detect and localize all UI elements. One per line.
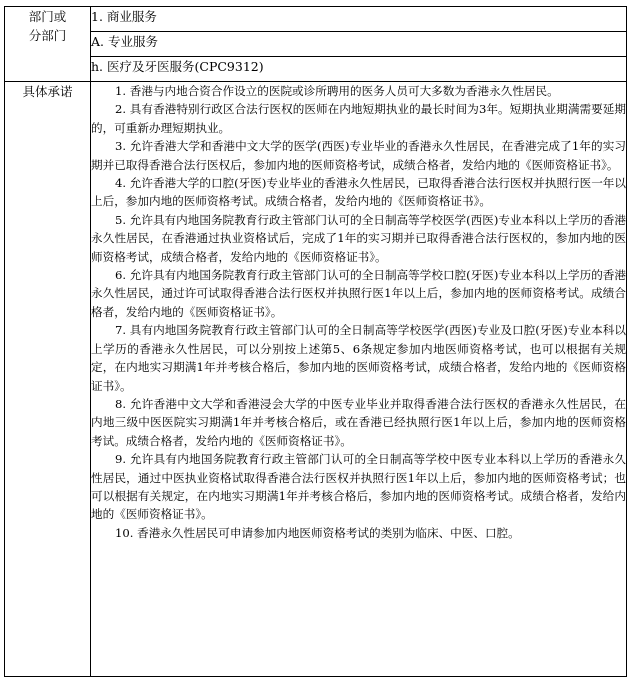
commitment-table: [4, 6, 627, 677]
sector-label-line1: 部门或: [28, 9, 67, 24]
commitment-item: 2. 具有香港特别行政区合法行医权的医师在内地短期执业的最长时间为3年。短期执业期满需要延期的，可重新办理短期执业。: [91, 102, 626, 135]
commitment-item: 8. 允许香港中文大学和香港浸会大学的中医专业毕业并取得香港合法行医权的香港永久性居民，在内地三级中医医院实习期满1年并考核合格后，或在香港已经执照行医1年以上后，参加内地的医师资格考试。成绩合格者，发给内地的《医师资格证书》。: [91, 396, 626, 448]
sector-row: [5, 7, 627, 32]
item-value: h. 医疗及牙医服务(CPC9312): [91, 57, 627, 82]
commitment-item: 7. 具有内地国务院教育行政主管部门认可的全日制高等学校医学(西医)专业及口腔(牙医)专业本科以上学历的香港永久性居民，可以分别按上述第5、6条规定参加内地医师资格考试，也可以根据有关规定，在内地实习期满1年并考核合格后，参加内地的医师资格考试，成绩合格者，发给内地的《医师资格证书》。: [91, 323, 626, 393]
sector-value: 1. 商业服务: [91, 7, 627, 32]
subsector-value: A. 专业服务: [91, 32, 627, 57]
sector-label-line2: 分部门: [28, 28, 67, 43]
item-row: [5, 57, 627, 82]
commitment-item: 6. 允许具有内地国务院教育行政主管部门认可的全日制高等学校口腔(牙医)专业本科以上学历的香港永久性居民，通过许可试取得香港合法行医权并执照行医1年以上后，参加内地的医师资格考试。成绩合格者，发给内地的《医师资格证书》。: [91, 268, 626, 319]
commitment-item: 4. 允许香港大学的口腔(牙医)专业毕业的香港永久性居民，已取得香港合法行医权并执照行医一年以上后，参加内地的医师资格考试。成绩合格者，发给内地的《医师资格证书》。: [91, 176, 626, 209]
commitment-item: 9. 允许具有内地国务院教育行政主管部门认可的全日制高等学校中医专业本科以上学历的香港永久性居民，通过中医执业资格试取得香港合法行医权并执照行医1年以上后，参加内地的医师资格考试；也可以根据有关规定，在内地实习期满1年并考核合格后，参加内地的医师资格考试。成绩合格者，发给内地的《医师资格证书》。: [91, 452, 626, 522]
commitment-item: 10. 香港永久性居民可申请参加内地医师资格考试的类别为临床、中医、口腔。: [115, 525, 520, 540]
commitment-item: 5. 允许具有内地国务院教育行政主管部门认可的全日制高等学校医学(西医)专业本科以上学历的香港永久性居民，在香港通过执业资格试后，完成了1年的实习期并已取得香港合法行医权的，参加内地的医师资格考试，成绩合格者，发给内地的《医师资格证书》。: [91, 212, 626, 264]
commitment-item: 3. 允许香港大学和香港中文大学的医学(西医)专业毕业的香港永久性居民，在香港完成了1年的实习期并已取得香港合法行医权后，参加内地的医师资格考试，成绩合格者，发给内地的《医师资格证书》。: [91, 139, 626, 172]
subsector-row: [5, 32, 627, 57]
commitment-item: 1. 香港与内地合资合作设立的医院或诊所聘用的医务人员可大多数为香港永久性居民。: [115, 84, 559, 98]
sector-label-cell: [5, 7, 91, 82]
commitment-label: 具体承诺: [5, 82, 91, 677]
commitment-list: [91, 82, 627, 677]
commitment-row: [5, 82, 627, 677]
